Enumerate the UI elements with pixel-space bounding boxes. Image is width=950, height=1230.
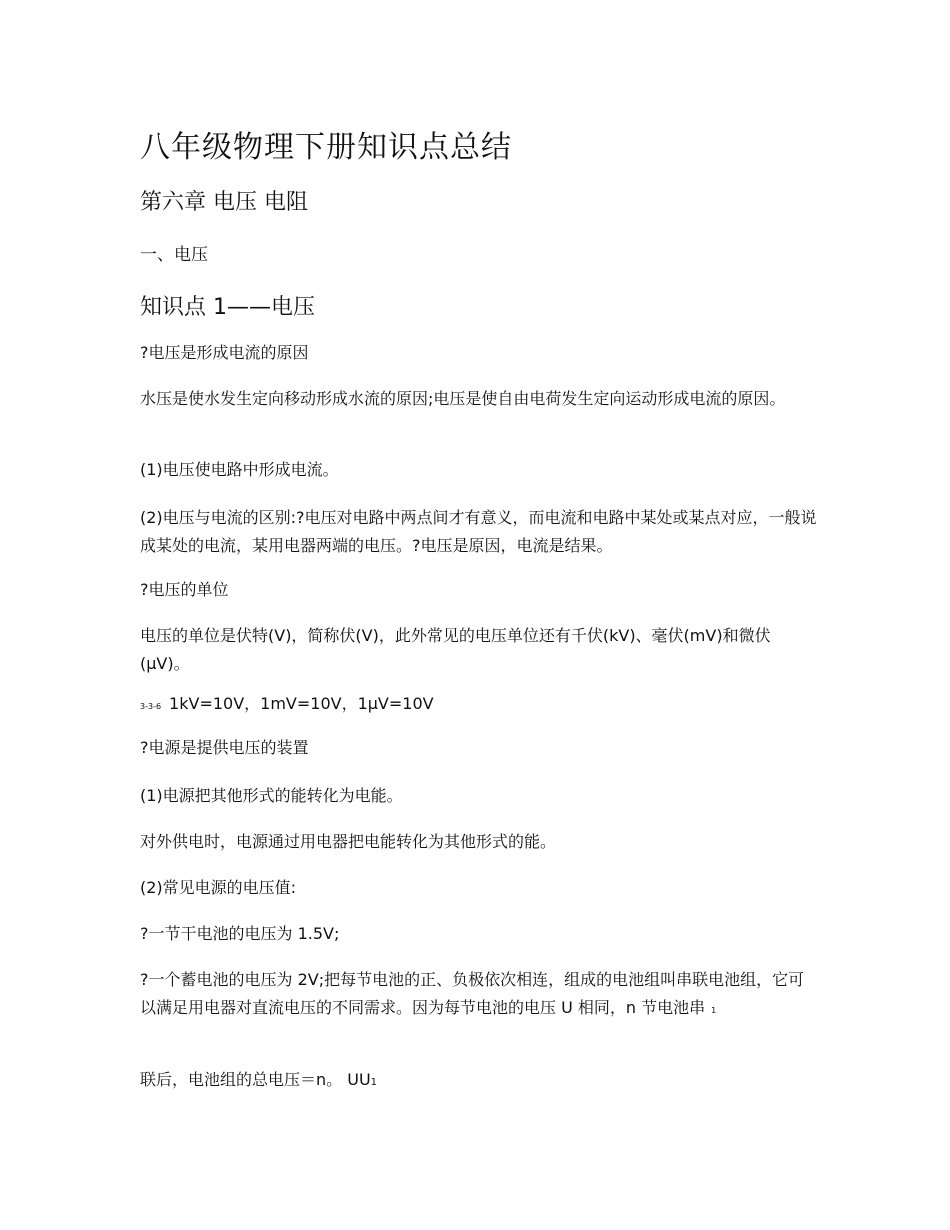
battery-pack-text: ?一个蓄电池的电压为 2V;把每节电池的正、负极依次相连，组成的电池组叫串联电池组，它可以满足用电器对直流电压的不同需求。因为每节电池的电压 U 相同，n 节电池串 [140, 970, 805, 1017]
paragraph-external-supply: 对外供电时，电源通过用电器把电能转化为其他形式的能。 [140, 832, 557, 851]
paragraph-battery-pack [140, 966, 820, 1025]
paragraph-item-1: (1)电压使电路中形成电流。 [140, 460, 339, 479]
paragraph-units: 电压的单位是伏特(V)，简称伏(V)，此外常见的电压单位还有千伏(kV)、毫伏(mV)和微伏(μV)。 [140, 626, 771, 673]
units-conversion-line [140, 690, 820, 721]
battery-pack-subscript: 1 [711, 1006, 717, 1015]
paragraph-total-voltage [140, 1066, 820, 1097]
paragraph-voltage-cause: ?电压是形成电流的原因 [140, 343, 309, 362]
paragraph-item-source-2: (2)常见电源的电压值: [140, 878, 297, 897]
chapter-heading: 第六章 电压 电阻 [140, 190, 308, 215]
section-heading: 一、电压 [140, 245, 208, 265]
units-conversion-text: 1kV=10V，1mV=10V，1μV=10V [169, 694, 434, 713]
paragraph-dry-cell: ?一节干电池的电压为 1.5V; [140, 924, 340, 943]
total-voltage-subscript: 1 [370, 1077, 378, 1088]
paragraph-difference: (2)电压与电流的区别:?电压对电路中两点间才有意义，而电流和电路中某处或某点对应，一般说成某处的电流，某用电器两端的电压。?电压是原因，电流是结果。 [140, 508, 817, 555]
total-voltage-text: 联后，电池组的总电压＝n。 UU [140, 1070, 371, 1089]
document-title: 八年级物理下册知识点总结 [140, 130, 512, 165]
knowledge-point-heading: 知识点 1——电压 [140, 295, 315, 320]
units-exponents: 3-3-6 [140, 702, 162, 711]
paragraph-power-source: ?电源是提供电压的装置 [140, 738, 309, 757]
paragraph-unit-heading: ?电压的单位 [140, 580, 229, 599]
paragraph-item-source-1: (1)电源把其他形式的能转化为电能。 [140, 786, 403, 805]
paragraph-water-analogy: 水压是使水发生定向移动形成水流的原因;电压是使自由电荷发生定向运动形成电流的原因。 [140, 389, 786, 408]
